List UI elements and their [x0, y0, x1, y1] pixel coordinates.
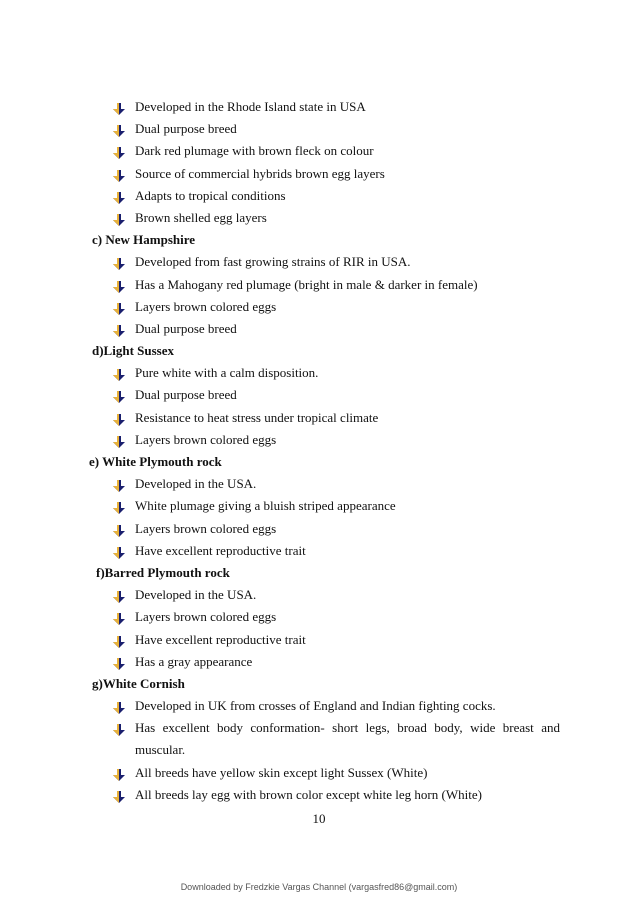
arrow-down-bullet-icon	[112, 367, 126, 380]
arrow-down-bullet-icon	[112, 611, 126, 624]
section-heading-white-cornish: g)White Cornish	[92, 675, 185, 691]
list-item-continuation: muscular.	[135, 742, 186, 758]
section-heading-new-hampshire: c) New Hampshire	[92, 232, 196, 248]
arrow-down-bullet-icon	[112, 434, 126, 447]
list-item: Has a Mahogany red plumage (bright in male & darker in female)	[0, 274, 638, 296]
arrow-down-bullet-icon	[112, 722, 126, 735]
list-item: Resistance to heat stress under tropical climate	[0, 407, 638, 429]
arrow-down-bullet-icon	[112, 168, 126, 181]
list-item: Adapts to tropical conditions	[0, 185, 638, 207]
arrow-down-bullet-icon	[112, 545, 126, 558]
arrow-down-bullet-icon	[112, 789, 126, 802]
list-item: Developed in the Rhode Island state in USA	[0, 96, 638, 118]
arrow-down-bullet-icon	[112, 767, 126, 780]
list-item: Source of commercial hybrids brown egg layers	[0, 163, 638, 185]
arrow-down-bullet-icon	[112, 656, 126, 669]
list-item: Has excellent body conformation- short legs, broad body, wide breast and	[0, 717, 638, 739]
list-item: Developed in the USA.	[0, 473, 638, 495]
list-item: White plumage giving a bluish striped appearance	[0, 495, 638, 517]
list-item: Layers brown colored eggs	[0, 606, 638, 628]
list-item: Layers brown colored eggs	[0, 296, 638, 318]
section-heading-light-sussex: d)Light Sussex	[92, 343, 174, 359]
page-number: 10	[312, 811, 326, 826]
list-item: Pure white with a calm disposition.	[0, 362, 638, 384]
arrow-down-bullet-icon	[112, 700, 126, 713]
list-item: Layers brown colored eggs	[0, 429, 638, 451]
list-item: Have excellent reproductive trait	[0, 540, 638, 562]
list-item: Layers brown colored eggs	[0, 518, 638, 540]
list-item: Has a gray appearance	[0, 651, 638, 673]
list-item: All breeds have yellow skin except light Sussex (White)	[0, 762, 638, 784]
list-item: Developed in the USA.	[0, 584, 638, 606]
arrow-down-bullet-icon	[112, 145, 126, 158]
section-heading-white-plymouth-rock: e) White Plymouth rock	[89, 454, 222, 469]
arrow-down-bullet-icon	[112, 101, 126, 114]
list-item: Dual purpose breed	[0, 118, 638, 140]
list-item: Developed in UK from crosses of England and Indian fighting cocks.	[0, 695, 638, 717]
arrow-down-bullet-icon	[112, 412, 126, 425]
arrow-down-bullet-icon	[112, 212, 126, 225]
section-heading-barred-plymouth-rock: f)Barred Plymouth rock	[96, 564, 230, 580]
arrow-down-bullet-icon	[112, 478, 126, 491]
list-item: All breeds lay egg with brown color except white leg horn (White)	[0, 784, 638, 806]
arrow-down-bullet-icon	[112, 279, 126, 292]
arrow-down-bullet-icon	[112, 500, 126, 513]
list-item: Developed from fast growing strains of RIR in USA.	[0, 251, 638, 273]
arrow-down-bullet-icon	[112, 523, 126, 536]
arrow-down-bullet-icon	[112, 301, 126, 314]
arrow-down-bullet-icon	[112, 123, 126, 136]
list-item: Have excellent reproductive trait	[0, 629, 638, 651]
document-body	[0, 96, 638, 806]
list-item: Dual purpose breed	[0, 318, 638, 340]
arrow-down-bullet-icon	[112, 323, 126, 336]
arrow-down-bullet-icon	[112, 634, 126, 647]
list-item: Dual purpose breed	[0, 384, 638, 406]
list-item: Brown shelled egg layers	[0, 207, 638, 229]
list-item: Dark red plumage with brown fleck on colour	[0, 140, 638, 162]
arrow-down-bullet-icon	[112, 589, 126, 602]
arrow-down-bullet-icon	[112, 256, 126, 269]
download-footer: Downloaded by Fredzkie Vargas Channel (vargasfred86@gmail.com)	[180, 882, 458, 892]
arrow-down-bullet-icon	[112, 190, 126, 203]
arrow-down-bullet-icon	[112, 389, 126, 402]
